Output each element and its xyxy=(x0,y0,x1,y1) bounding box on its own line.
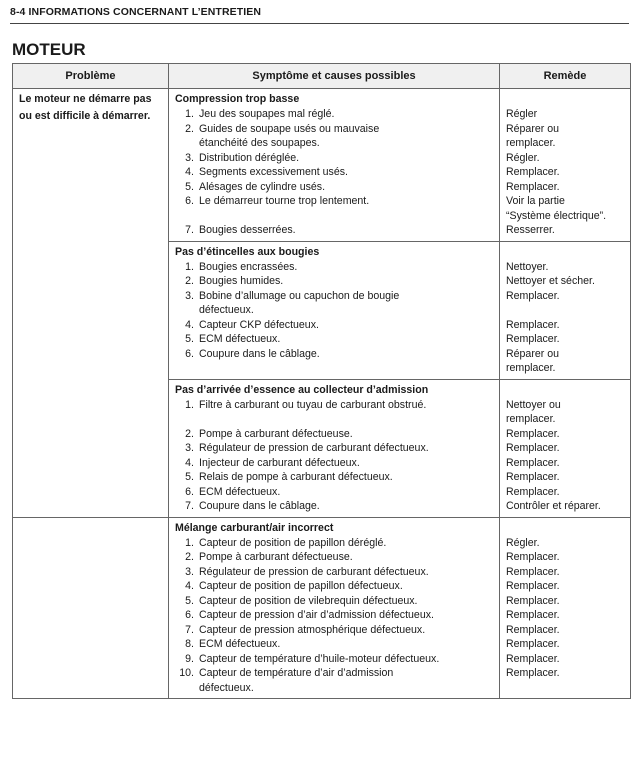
remedy-line: Contrôler et réparer. xyxy=(506,500,601,512)
remedy-line: Régler. xyxy=(506,536,540,549)
cause-number: 7. xyxy=(185,623,194,636)
remedy-line: Remplacer. xyxy=(506,638,560,650)
cause-text: Capteur de température d’air d’admission xyxy=(199,667,394,679)
cause-text: Capteur de température d’huile-moteur défectueux. xyxy=(199,652,440,665)
cause-item xyxy=(175,412,493,427)
cause-item xyxy=(175,623,493,638)
cause-item xyxy=(175,107,493,122)
remedy-line: Remplacer. xyxy=(506,551,560,563)
table-header-row xyxy=(13,64,631,89)
cause-number: 3. xyxy=(185,442,194,454)
cause-number: 6. xyxy=(185,609,194,621)
cause-number: 9. xyxy=(185,652,194,665)
cause-number: 2. xyxy=(185,427,194,440)
remedy-line: Régler. xyxy=(506,151,540,164)
remedy-cell xyxy=(500,517,631,699)
symptom-group-title: Mélange carburant/air incorrect xyxy=(175,521,334,534)
cause-text: ECM défectueux. xyxy=(199,638,281,650)
cause-item xyxy=(175,303,493,318)
remedy-line: Remplacer. xyxy=(506,580,560,592)
cause-number: 5. xyxy=(185,594,194,607)
cause-number: 3. xyxy=(185,289,194,302)
problem-cell xyxy=(13,89,169,518)
remedy-line: Remplacer. xyxy=(506,289,560,302)
cause-number xyxy=(175,303,199,318)
cause-text: Guides de soupape usés ou mauvaise xyxy=(199,122,380,135)
cause-text: Coupure dans le câblage. xyxy=(199,500,320,512)
cause-item xyxy=(175,456,493,471)
cause-text: Filtre à carburant ou tuyau de carburant obstrué. xyxy=(199,398,427,411)
remedy-line: Remplacer. xyxy=(506,180,560,193)
remedy-line: Voir la partie xyxy=(506,195,565,207)
cause-text: Régulateur de pression de carburant défectueux. xyxy=(199,565,429,578)
cause-number xyxy=(175,209,199,224)
remedy-line: Remplacer. xyxy=(506,166,560,178)
cause-item xyxy=(175,122,493,137)
remedy-line: Réparer ou xyxy=(506,122,559,135)
remedy-cell xyxy=(500,379,631,517)
remedy-line: Remplacer. xyxy=(506,333,560,345)
cause-item xyxy=(175,681,493,696)
cause-item xyxy=(175,536,493,551)
cause-text: Relais de pompe à carburant défectueux. xyxy=(199,471,393,483)
cause-number: 10. xyxy=(179,667,194,679)
remedy-line: Remplacer. xyxy=(506,471,560,483)
remedy-line: Remplacer. xyxy=(506,652,560,665)
cause-item xyxy=(175,398,493,413)
remedy-line: Remplacer. xyxy=(506,427,560,440)
remedy-line: “Système électrique”. xyxy=(506,209,607,222)
cause-text: Capteur de position de vilebrequin défectueux. xyxy=(199,594,418,607)
cause-item xyxy=(175,608,493,623)
cause-item xyxy=(175,565,493,580)
table-row xyxy=(13,517,631,699)
cause-text: Régulateur de pression de carburant défectueux. xyxy=(199,442,429,454)
header-remedy: Remède xyxy=(500,64,631,89)
cause-text: défectueux. xyxy=(199,681,254,694)
cause-item xyxy=(175,260,493,275)
cause-item xyxy=(175,151,493,166)
cause-number xyxy=(175,412,199,427)
cause-number: 2. xyxy=(185,551,194,563)
cause-text: ECM défectueux. xyxy=(199,333,281,345)
cause-item xyxy=(175,666,493,681)
remedy-line: Remplacer. xyxy=(506,623,560,636)
remedy-line: Nettoyer. xyxy=(506,260,549,273)
cause-text: Bougies desserrées. xyxy=(199,224,296,236)
cause-text: Pompe à carburant défectueuse. xyxy=(199,427,353,440)
header-problem: Problème xyxy=(13,64,169,89)
cause-item xyxy=(175,499,493,514)
page-header: 8-4 INFORMATIONS CONCERNANT L’ENTRETIEN xyxy=(10,6,262,18)
cause-item xyxy=(175,652,493,667)
remedy-spacer xyxy=(506,383,624,398)
remedy-line xyxy=(506,303,624,318)
remedy-line: remplacer. xyxy=(506,413,556,425)
cause-number: 2. xyxy=(185,122,194,135)
cause-text: ECM défectueux. xyxy=(199,485,281,498)
cause-number: 6. xyxy=(185,195,194,207)
remedy-line: Resserrer. xyxy=(506,224,555,236)
cause-number: 1. xyxy=(185,536,194,549)
cause-number xyxy=(175,136,199,151)
cause-number: 1. xyxy=(185,398,194,411)
remedy-line: Régler xyxy=(506,108,538,120)
cause-number: 7. xyxy=(185,500,194,512)
cause-text: Coupure dans le câblage. xyxy=(199,347,320,360)
symptom-cell xyxy=(169,89,500,242)
remedy-line: remplacer. xyxy=(506,362,556,374)
cause-item xyxy=(175,274,493,289)
symptom-group-title: Compression trop basse xyxy=(175,93,300,105)
cause-item xyxy=(175,550,493,565)
cause-text: Distribution déréglée. xyxy=(199,151,300,164)
cause-text: défectueux. xyxy=(199,304,254,316)
remedy-spacer xyxy=(506,521,624,536)
cause-number: 4. xyxy=(185,166,194,178)
cause-number: 7. xyxy=(185,224,194,236)
cause-text: Capteur CKP défectueux. xyxy=(199,318,319,331)
table-row xyxy=(13,89,631,242)
cause-text xyxy=(199,412,493,427)
cause-text: Capteur de position de papillon défectueux. xyxy=(199,580,403,592)
cause-number: 1. xyxy=(185,260,194,273)
cause-item xyxy=(175,318,493,333)
cause-item xyxy=(175,470,493,485)
cause-number: 2. xyxy=(185,275,194,287)
remedy-line: Nettoyer et sécher. xyxy=(506,275,595,287)
cause-text: Le démarreur tourne trop lentement. xyxy=(199,195,370,207)
cause-number: 8. xyxy=(185,638,194,650)
cause-item xyxy=(175,347,493,362)
symptom-group-title: Pas d’arrivée d’essence au collecteur d’admission xyxy=(175,383,429,396)
cause-item xyxy=(175,209,493,224)
remedy-spacer xyxy=(506,92,624,107)
remedy-line: Remplacer. xyxy=(506,442,560,454)
cause-text: Jeu des soupapes mal réglé. xyxy=(199,108,335,120)
cause-text: Bougies encrassées. xyxy=(199,260,298,273)
troubleshooting-table xyxy=(12,63,631,699)
cause-number: 5. xyxy=(185,180,194,193)
cause-text xyxy=(199,209,493,224)
cause-item xyxy=(175,136,493,151)
remedy-cell xyxy=(500,241,631,379)
cause-item xyxy=(175,165,493,180)
problem-text: Le moteur ne démarre pas ou est difficile à démarrer. xyxy=(19,93,152,123)
remedy-line: Réparer ou xyxy=(506,347,559,360)
cause-number xyxy=(175,681,199,696)
cause-item xyxy=(175,441,493,456)
section-title: MOTEUR xyxy=(12,40,86,59)
remedy-line: Remplacer. xyxy=(506,609,560,621)
remedy-line: Remplacer. xyxy=(506,485,560,498)
remedy-spacer xyxy=(506,245,624,260)
cause-number: 3. xyxy=(185,151,194,164)
symptom-cell xyxy=(169,379,500,517)
cause-item xyxy=(175,180,493,195)
header-symptom: Symptôme et causes possibles xyxy=(169,64,500,89)
cause-item xyxy=(175,194,493,209)
cause-item xyxy=(175,427,493,442)
symptom-cell xyxy=(169,241,500,379)
cause-number: 4. xyxy=(185,318,194,331)
remedy-line: Nettoyer ou xyxy=(506,398,561,411)
cause-text: Injecteur de carburant défectueux. xyxy=(199,456,360,469)
remedy-line: Remplacer. xyxy=(506,667,560,679)
cause-number: 5. xyxy=(185,333,194,345)
remedy-line: Remplacer. xyxy=(506,318,560,331)
cause-text: Capteur de pression d’air d’admission défectueux. xyxy=(199,609,434,621)
cause-number: 4. xyxy=(185,456,194,469)
symptom-cell xyxy=(169,517,500,699)
cause-text: Pompe à carburant défectueuse. xyxy=(199,551,353,563)
cause-text: Capteur de pression atmosphérique défectueux. xyxy=(199,623,426,636)
header-rule xyxy=(10,23,629,24)
cause-number: 1. xyxy=(185,108,194,120)
cause-item xyxy=(175,223,493,238)
remedy-line: Remplacer. xyxy=(506,594,560,607)
cause-text: Bougies humides. xyxy=(199,275,284,287)
remedy-line: Remplacer. xyxy=(506,456,560,469)
cause-number: 5. xyxy=(185,471,194,483)
cause-item xyxy=(175,637,493,652)
cause-number: 4. xyxy=(185,580,194,592)
cause-item xyxy=(175,594,493,609)
cause-item xyxy=(175,332,493,347)
remedy-cell xyxy=(500,89,631,242)
cause-item xyxy=(175,485,493,500)
cause-item xyxy=(175,289,493,304)
cause-number: 6. xyxy=(185,347,194,360)
cause-text: Bobine d’allumage ou capuchon de bougie xyxy=(199,289,400,302)
cause-text: Alésages de cylindre usés. xyxy=(199,180,326,193)
cause-text: Capteur de position de papillon déréglé. xyxy=(199,536,387,549)
cause-number: 3. xyxy=(185,565,194,578)
cause-item xyxy=(175,579,493,594)
cause-text: Segments excessivement usés. xyxy=(199,166,348,178)
cause-text: étanchéité des soupapes. xyxy=(199,137,320,149)
cause-number: 6. xyxy=(185,485,194,498)
problem-cell-empty xyxy=(13,517,169,699)
remedy-line: Remplacer. xyxy=(506,565,560,578)
remedy-line: remplacer. xyxy=(506,137,556,149)
symptom-group-title: Pas d’étincelles aux bougies xyxy=(175,245,320,258)
